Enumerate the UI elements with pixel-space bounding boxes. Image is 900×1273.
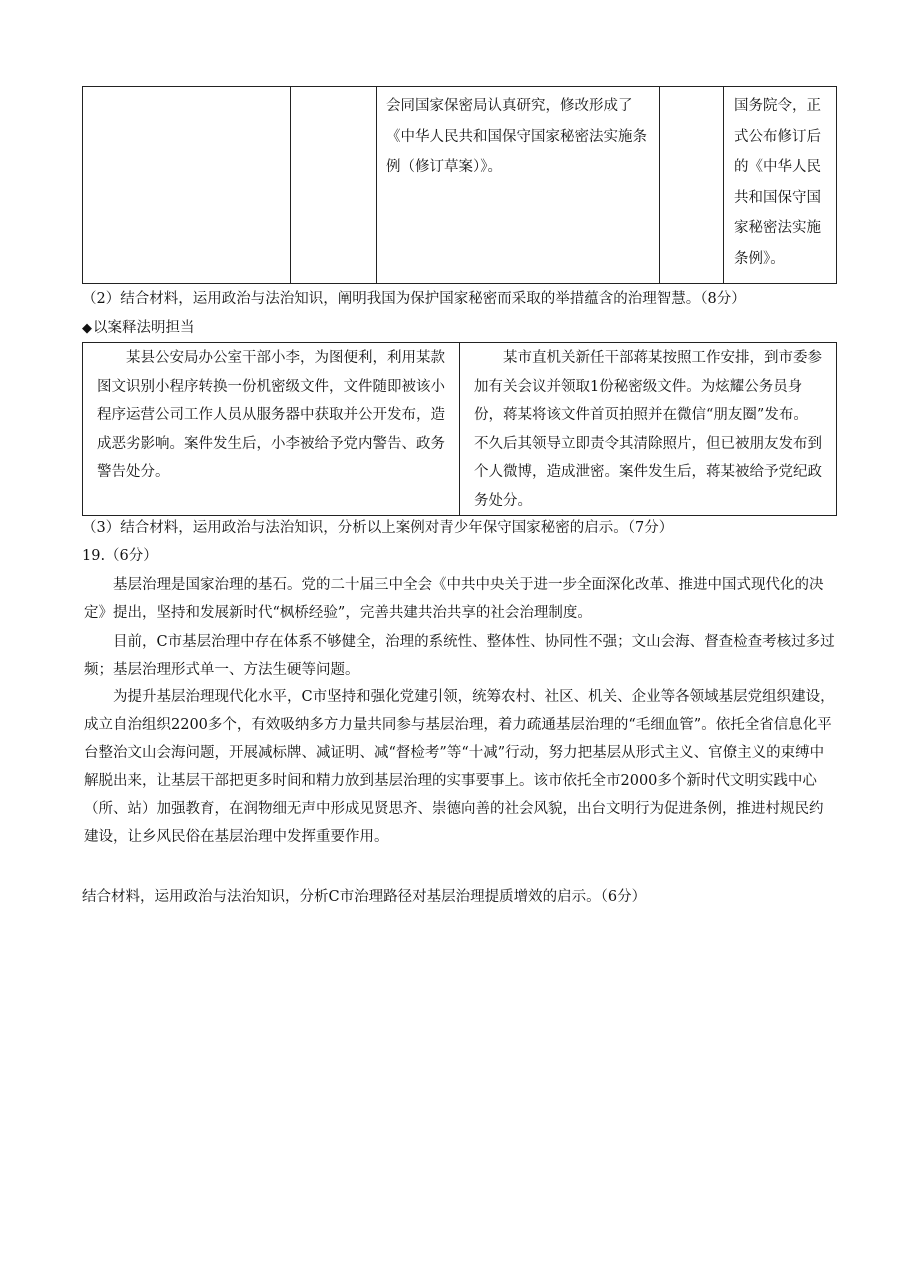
table-cell-empty-2 [291,87,377,284]
question-19-prompt: 结合材料，运用政治与法治知识，分析C市治理路径对基层治理提质增效的启示。（6分） [82,889,647,905]
question-3: （3）结合材料，运用政治与法治知识，分析以上案例对青少年保守国家秘密的启示。（7分） [82,520,674,536]
table-cell-draft-revision: 会同国家保密局认真研究，修改形成了《中华人民共和国保守国家秘密法实施条例（修订草案）》。 [377,87,660,284]
diamond-bullet-icon: ◆ [82,321,92,336]
case-table [82,342,837,516]
section-heading-text: 以案释法明担当 [93,320,195,336]
table-cell-empty-1 [83,87,291,284]
measures-table [82,86,837,284]
question-19-paragraph-1: 基层治理是国家治理的基石。党的二十届三中全会《中共中央关于进一步全面深化改革、推进中国式现代化的决定》提出，坚持和发展新时代“枫桥经验”，完善共建共治共享的社会治理制度。 [84,577,824,621]
section-heading [82,318,195,339]
table-cell-state-council-order: 国务院令，正式公布修订后的《中华人民共和国保守国家秘密法实施条例》。 [724,87,837,284]
case-left: 某县公安局办公室干部小李，为图便利，利用某款图文识别小程序转换一份机密级文件，文件随即被该小程序运营公司工作人员从服务器中获取并公开发布，造成恶劣影响。案件发生后，小李被给予党内警告、政务警告处分。 [83,343,460,516]
question-19-number: 19.（6分） [82,548,158,564]
question-2: （2）结合材料，运用政治与法治知识，阐明我国为保护国家秘密而采取的举措蕴含的治理智慧。（8分） [82,291,746,307]
question-19-paragraph-3: 为提升基层治理现代化水平，C市坚持和强化党建引领，统筹农村、社区、机关、企业等各领域基层党组织建设，成立自治组织2200多个，有效吸纳多方力量共同参与基层治理，着力疏通基层治理的“毛细血管”。依托全省信息化平台整治文山会海问题，开展减标牌、减证明、减“督检考”等“十减”行动，努力把基层从形式主义、官僚主义的束缚中解脱出来，让基层干部把更多时间和精力放到基层治理的实事要事上。该市依托全市2000多个新时代文明实践中心（所、站）加强教育，在润物细无声中形成见贤思齐、崇德向善的社会风貌，出台文明行为促进条例，推进村规民约建设，让乡风民俗在基层治理中发挥重要作用。 [84,689,835,845]
case-right: 某市直机关新任干部蒋某按照工作安排，到市委参加有关会议并领取1份秘密级文件。为炫耀公务员身份，蒋某将该文件首页拍照并在微信“朋友圈”发布。不久后其领导立即责令其清除照片，但已被朋友发布到个人微博，造成泄密。案件发生后，蒋某被给予党纪政务处分。 [460,343,837,516]
question-19-paragraph-2: 目前，C市基层治理中存在体系不够健全，治理的系统性、整体性、协同性不强；文山会海、督查检查考核过多过频；基层治理形式单一、方法生硬等问题。 [84,634,835,678]
table-cell-empty-4 [660,87,724,284]
